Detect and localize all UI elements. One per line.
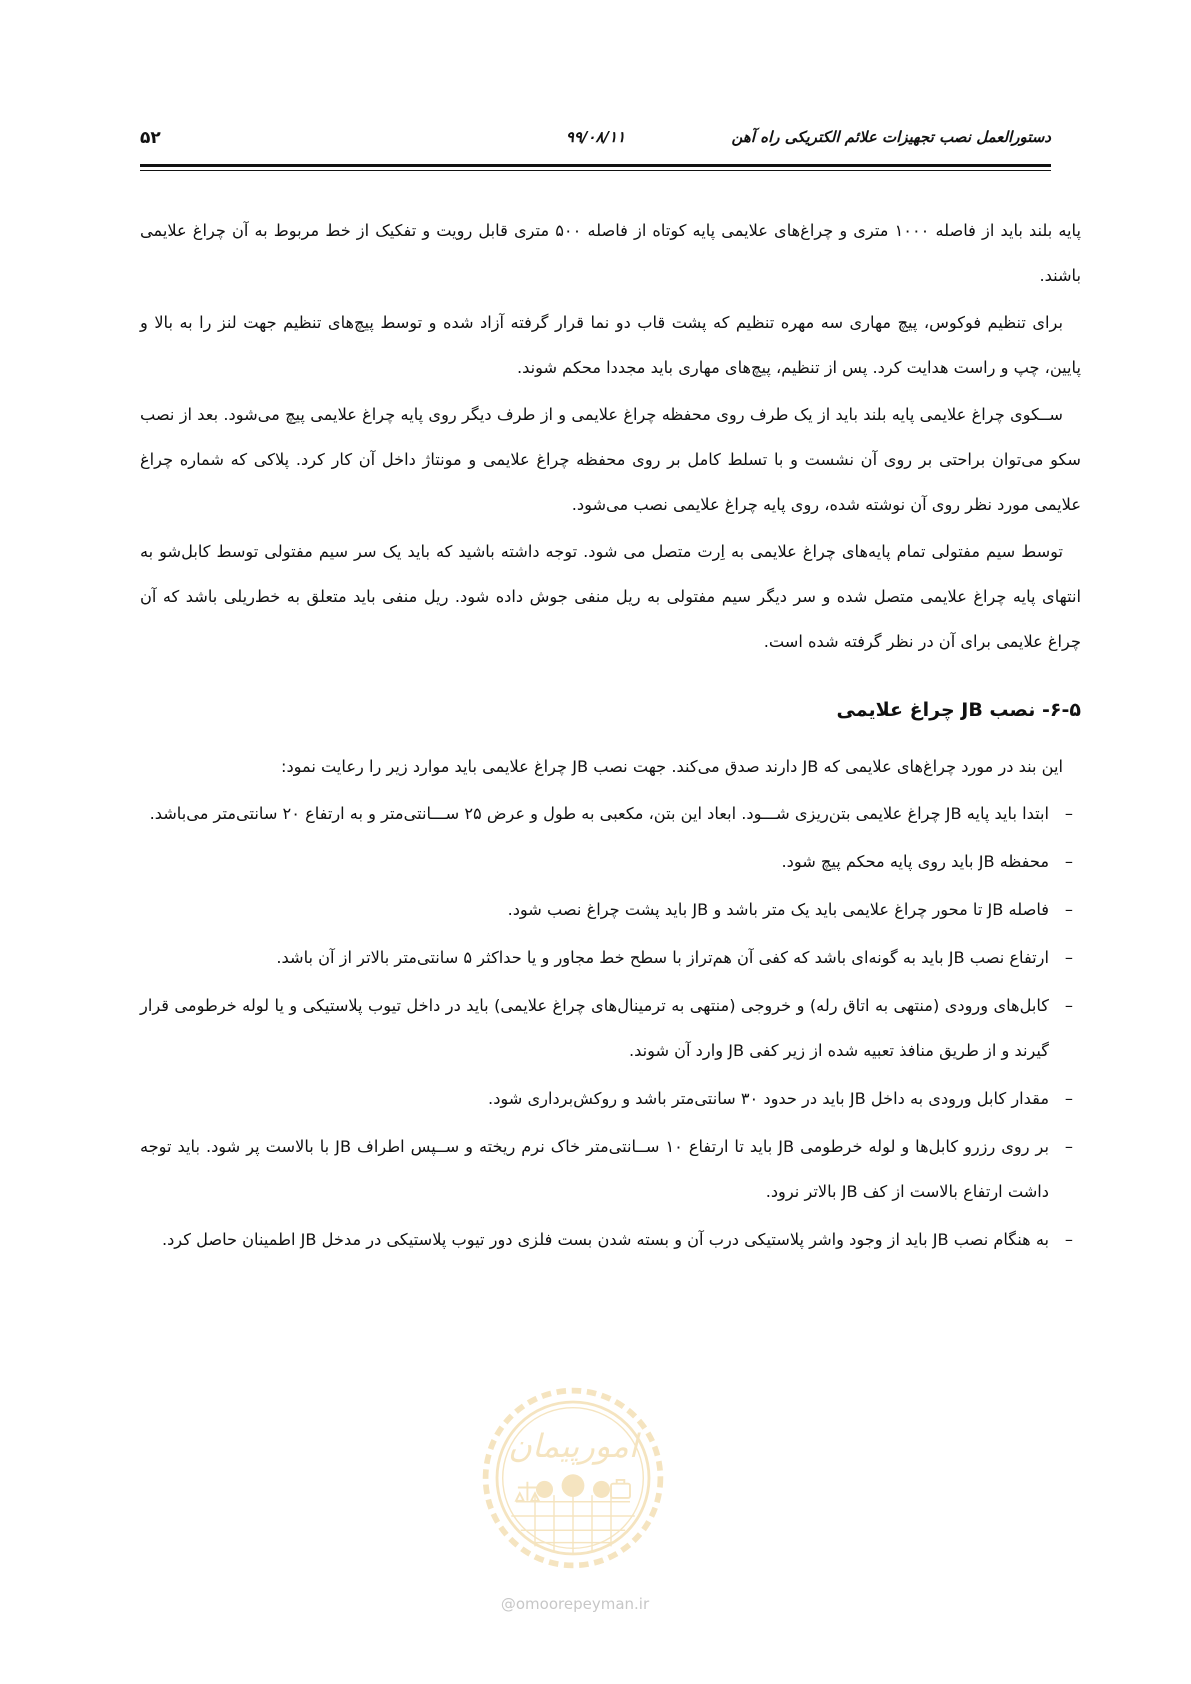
bullet-dash: – xyxy=(1064,1089,1073,1108)
list-item xyxy=(140,1076,1081,1121)
header-rule-thick xyxy=(140,164,1051,167)
grid-icon xyxy=(511,1495,635,1554)
list-item-text: مقدار کابل ورودی به داخل JB باید در حدود ۳۰ سانتی‌متر باشد و روکش‌برداری شود. xyxy=(488,1089,1049,1108)
watermark-logo xyxy=(478,1383,668,1573)
header-rule-thin xyxy=(140,170,1051,171)
header-date: ۹۹/۰۸/۱۱ xyxy=(565,128,626,146)
briefcase-icon xyxy=(611,1480,630,1498)
bullet-dash: – xyxy=(1064,900,1073,919)
paragraph-grounding: توسط سیم مفتولی تمام پایه‌های چراغ علایمی به اِرت متصل می شود. توجه داشته باشید که باید یک سر سیم مفتولی توسط کابل‌شو به انتهای پایه چراغ علایمی متصل شده و سر دیگر سیم مفتولی به ریل منفی جوش داده شود. ریل منفی باید متعلق به خط‌ریلی باشد که آن چراغ علایمی برای آن در نظر گرفته شده است. xyxy=(140,542,1081,651)
bullet-dash: – xyxy=(1064,852,1073,871)
list-item xyxy=(140,791,1081,836)
list-item xyxy=(140,1217,1081,1262)
requirements-list xyxy=(140,791,1081,1262)
paragraph-visibility: پایه بلند باید از فاصله ۱۰۰۰ متری و چراغ‌های علایمی پایه کوتاه از فاصله ۵۰۰ متری قابل رویت و تفکیک از خط مربوط به آن چراغ علایمی باشند. xyxy=(140,221,1081,285)
main-content xyxy=(140,208,1081,1265)
bullet-dash: – xyxy=(1064,1230,1073,1249)
section-heading: ۶-۵- نصب JB چراغ علایمی xyxy=(836,699,1081,721)
page-number: ۵۲ xyxy=(140,128,161,148)
list-item-text: محفظه JB باید روی پایه محکم پیچ شود. xyxy=(781,852,1049,871)
logo-text: امورپیمان xyxy=(508,1427,638,1466)
list-item-text: فاصله JB تا محور چراغ علایمی باید یک متر باشد و JB باید پشت چراغ نصب شود. xyxy=(507,900,1049,919)
header-title: دستورالعمل نصب تجهیزات علائم الکتریکی راه آهن xyxy=(731,128,1051,146)
list-item xyxy=(140,983,1081,1073)
list-item-text: ارتفاع نصب JB باید به گونه‌ای باشد که کفی آن هم‌تراز با سطح خط مجاور و یا حداکثر ۵ سانتی‌متر بالاتر از آن باشد. xyxy=(276,948,1049,967)
bullet-dash: – xyxy=(1064,804,1073,823)
list-item-text: ابتدا باید پایه JB چراغ علایمی بتن‌ریزی شـــود. ابعاد این بتن، مکعبی به طول و عرض ۲۵ ســـانتی‌متر و به ارتفاع ۲۰ سانتی‌متر می‌باشد. xyxy=(149,804,1049,823)
section-intro: این بند در مورد چراغ‌های علایمی که JB دارند صدق می‌کند. جهت نصب JB چراغ علایمی باید موارد زیر را رعایت نمود: xyxy=(281,757,1063,776)
list-item xyxy=(140,935,1081,980)
list-item xyxy=(140,839,1081,884)
list-item-text: به هنگام نصب JB باید از وجود واشر پلاستیکی درب آن و بسته شدن بست فلزی دور تیوب پلاستیکی در مدخل JB اطمینان حاصل کرد. xyxy=(161,1230,1049,1249)
list-item-text: کابل‌های ورودی (منتهی به اتاق رله) و خروجی (منتهی به ترمینال‌های چراغ علایمی) باید در داخل تیوب پلاستیکی و یا لوله خرطومی قرار گیرند و از طریق منافذ تعبیه شده از زیر کفی JB وارد آن شوند. xyxy=(140,996,1049,1060)
bullet-dash: – xyxy=(1064,1137,1073,1156)
page-header xyxy=(140,128,1051,156)
watermark-url: @omoorepeyman.ir xyxy=(500,1595,650,1613)
bullet-dash: – xyxy=(1064,996,1073,1015)
list-item xyxy=(140,1124,1081,1214)
list-item xyxy=(140,887,1081,932)
paragraph-platform: ســکوی چراغ علایمی پایه بلند باید از یک طرف روی محفظه چراغ علایمی و از طرف دیگر روی پایه چراغ علایمی پیچ می‌شود. بعد از نصب سکو می‌توان براحتی بر روی آن نشست و با تسلط کامل بر روی محفظه چراغ علایمی و مونتاژ داخل آن کار کرد. پلاکی که شماره چراغ علایمی مورد نظر روی آن نوشته شده، روی پایه چراغ علایمی نصب می‌شود. xyxy=(140,405,1081,514)
bullet-dash: – xyxy=(1064,948,1073,967)
people-icon xyxy=(536,1474,610,1498)
list-item-text: بر روی رزرو کابل‌ها و لوله خرطومی JB باید تا ارتفاع ۱۰ ســانتی‌متر خاک نرم ریخته و ســپس اطراف JB با بالاست پر شود. باید توجه داشت ارتفاع بالاست از کف JB بالاتر نرود. xyxy=(140,1137,1049,1201)
paragraph-focus: برای تنظیم فوکوس، پیچ مهاری سه مهره تنظیم که پشت قاب دو نما قرار گرفته آزاد شده و توسط پیچ‌های تنظیم جهت لنز را به بالا و پایین، چپ و راست هدایت کرد. پس از تنظیم، پیچ‌های مهاری باید مجددا محکم شوند. xyxy=(140,313,1081,377)
